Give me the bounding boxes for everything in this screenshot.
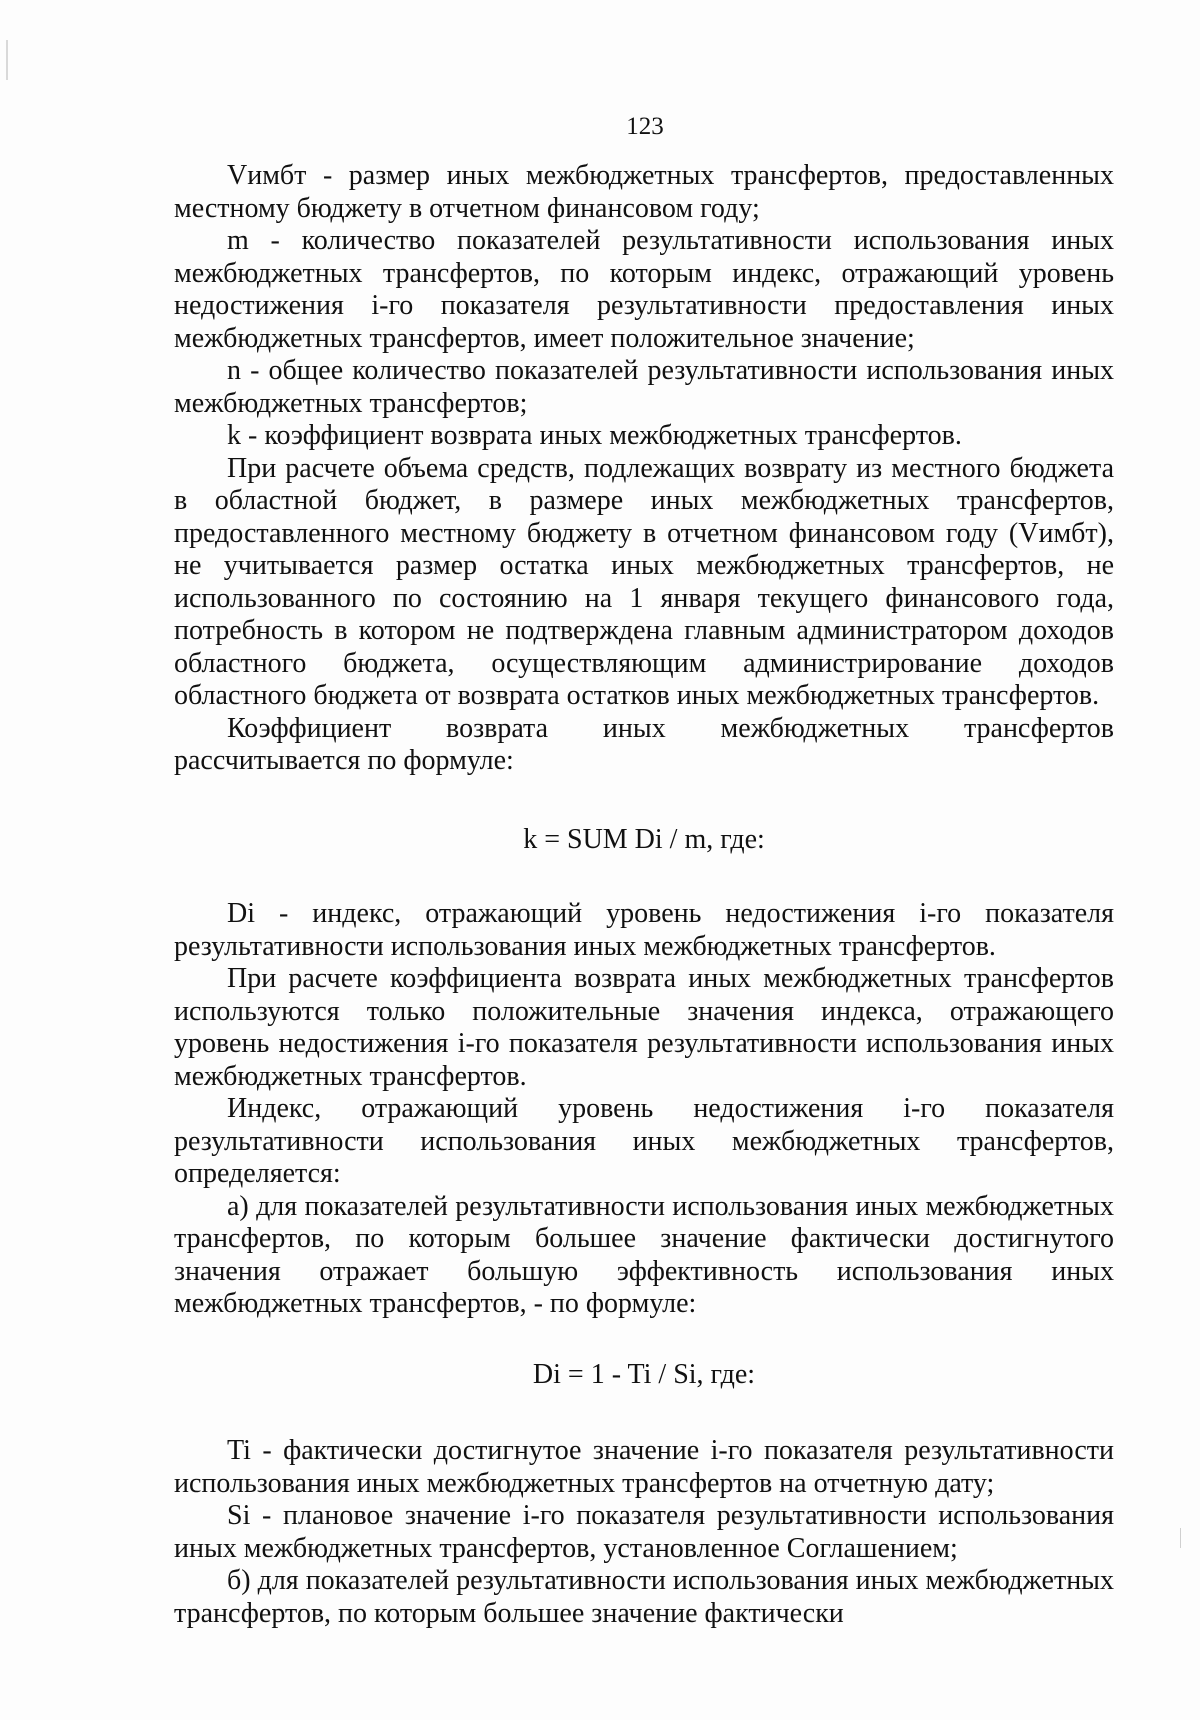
paragraph-calculation-note: При расчете объема средств, подлежащих возврату из местного бюджета в областной бюджет, в размере иных межбюджетных трансфертов, предоставленного местному бюджету в отчетном финансовом году (Vимбт), не учитывается размер остатка иных межбюджетных трансфертов, не использованного по состоянию на 1 января текущего финансового года, потребность в котором не подтверждена главным администратором доходов областного бюджета, осуществляющим администрирование доходов областного бюджета от возврата остатков иных межбюджетных трансфертов. [174,452,1114,711]
paragraph-coefficient-intro: Коэффициент возврата иных межбюджетных трансфертов рассчитывается по формуле: [174,712,1114,776]
paragraph-case-b: б) для показателей результативности использования иных межбюджетных трансфертов, по которым большее значение фактически [174,1565,1114,1629]
paragraph-ti: Ti - фактически достигнутое значение i-го показателя результативности использования иных межбюджетных трансфертов на отчетную дату; [174,1435,1114,1499]
paragraph-positive-values: При расчете коэффициента возврата иных межбюджетных трансфертов используются только положительные значения индекса, отражающего уровень недостижения i-го показателя результативности использования иных межбюджетных трансфертов. [174,963,1114,1092]
paragraph-case-a: а) для показателей результативности использования иных межбюджетных трансфертов, по которым большее значение фактически достигнутого значения отражает большую эффективность использования иных межбюджетных трансфертов, - по формуле: [174,1190,1114,1319]
paragraph-index-defined: Индекс, отражающий уровень недостижения i-го показателя результативности использования иных межбюджетных трансфертов, определяется: [174,1093,1114,1189]
paragraph-m: m - количество показателей результативности использования иных межбюджетных трансфертов, по которым индекс, отражающий уровень недостижения i-го показателя результативности предоставления иных межбюджетных трансфертов, имеет положительное значение; [174,225,1114,354]
paragraph-si: Si - плановое значение i-го показателя результативности использования иных межбюджетных трансфертов, установленное Соглашением; [174,1500,1114,1564]
page-number: 123 [626,113,664,140]
paragraph-vimbt: Vимбт - размер иных межбюджетных трансфертов, предоставленных местному бюджету в отчетном финансовом году; [174,160,1114,224]
scan-edge-mark [6,40,8,80]
scan-edge-mark [1180,1528,1181,1548]
paragraph-n: n - общее количество показателей результативности использования иных межбюджетных трансфертов; [174,355,1114,419]
formula-di: Di = 1 - Ti / Si, где: [532,1358,756,1390]
paragraph-k: k - коэффициент возврата иных межбюджетных трансфертов. [227,420,962,451]
document-body [174,160,1114,1630]
formula-k: k = SUM Di / m, где: [523,823,765,855]
paragraph-di: Di - индекс, отражающий уровень недостижения i-го показателя результативности использования иных межбюджетных трансфертов. [174,898,1114,962]
